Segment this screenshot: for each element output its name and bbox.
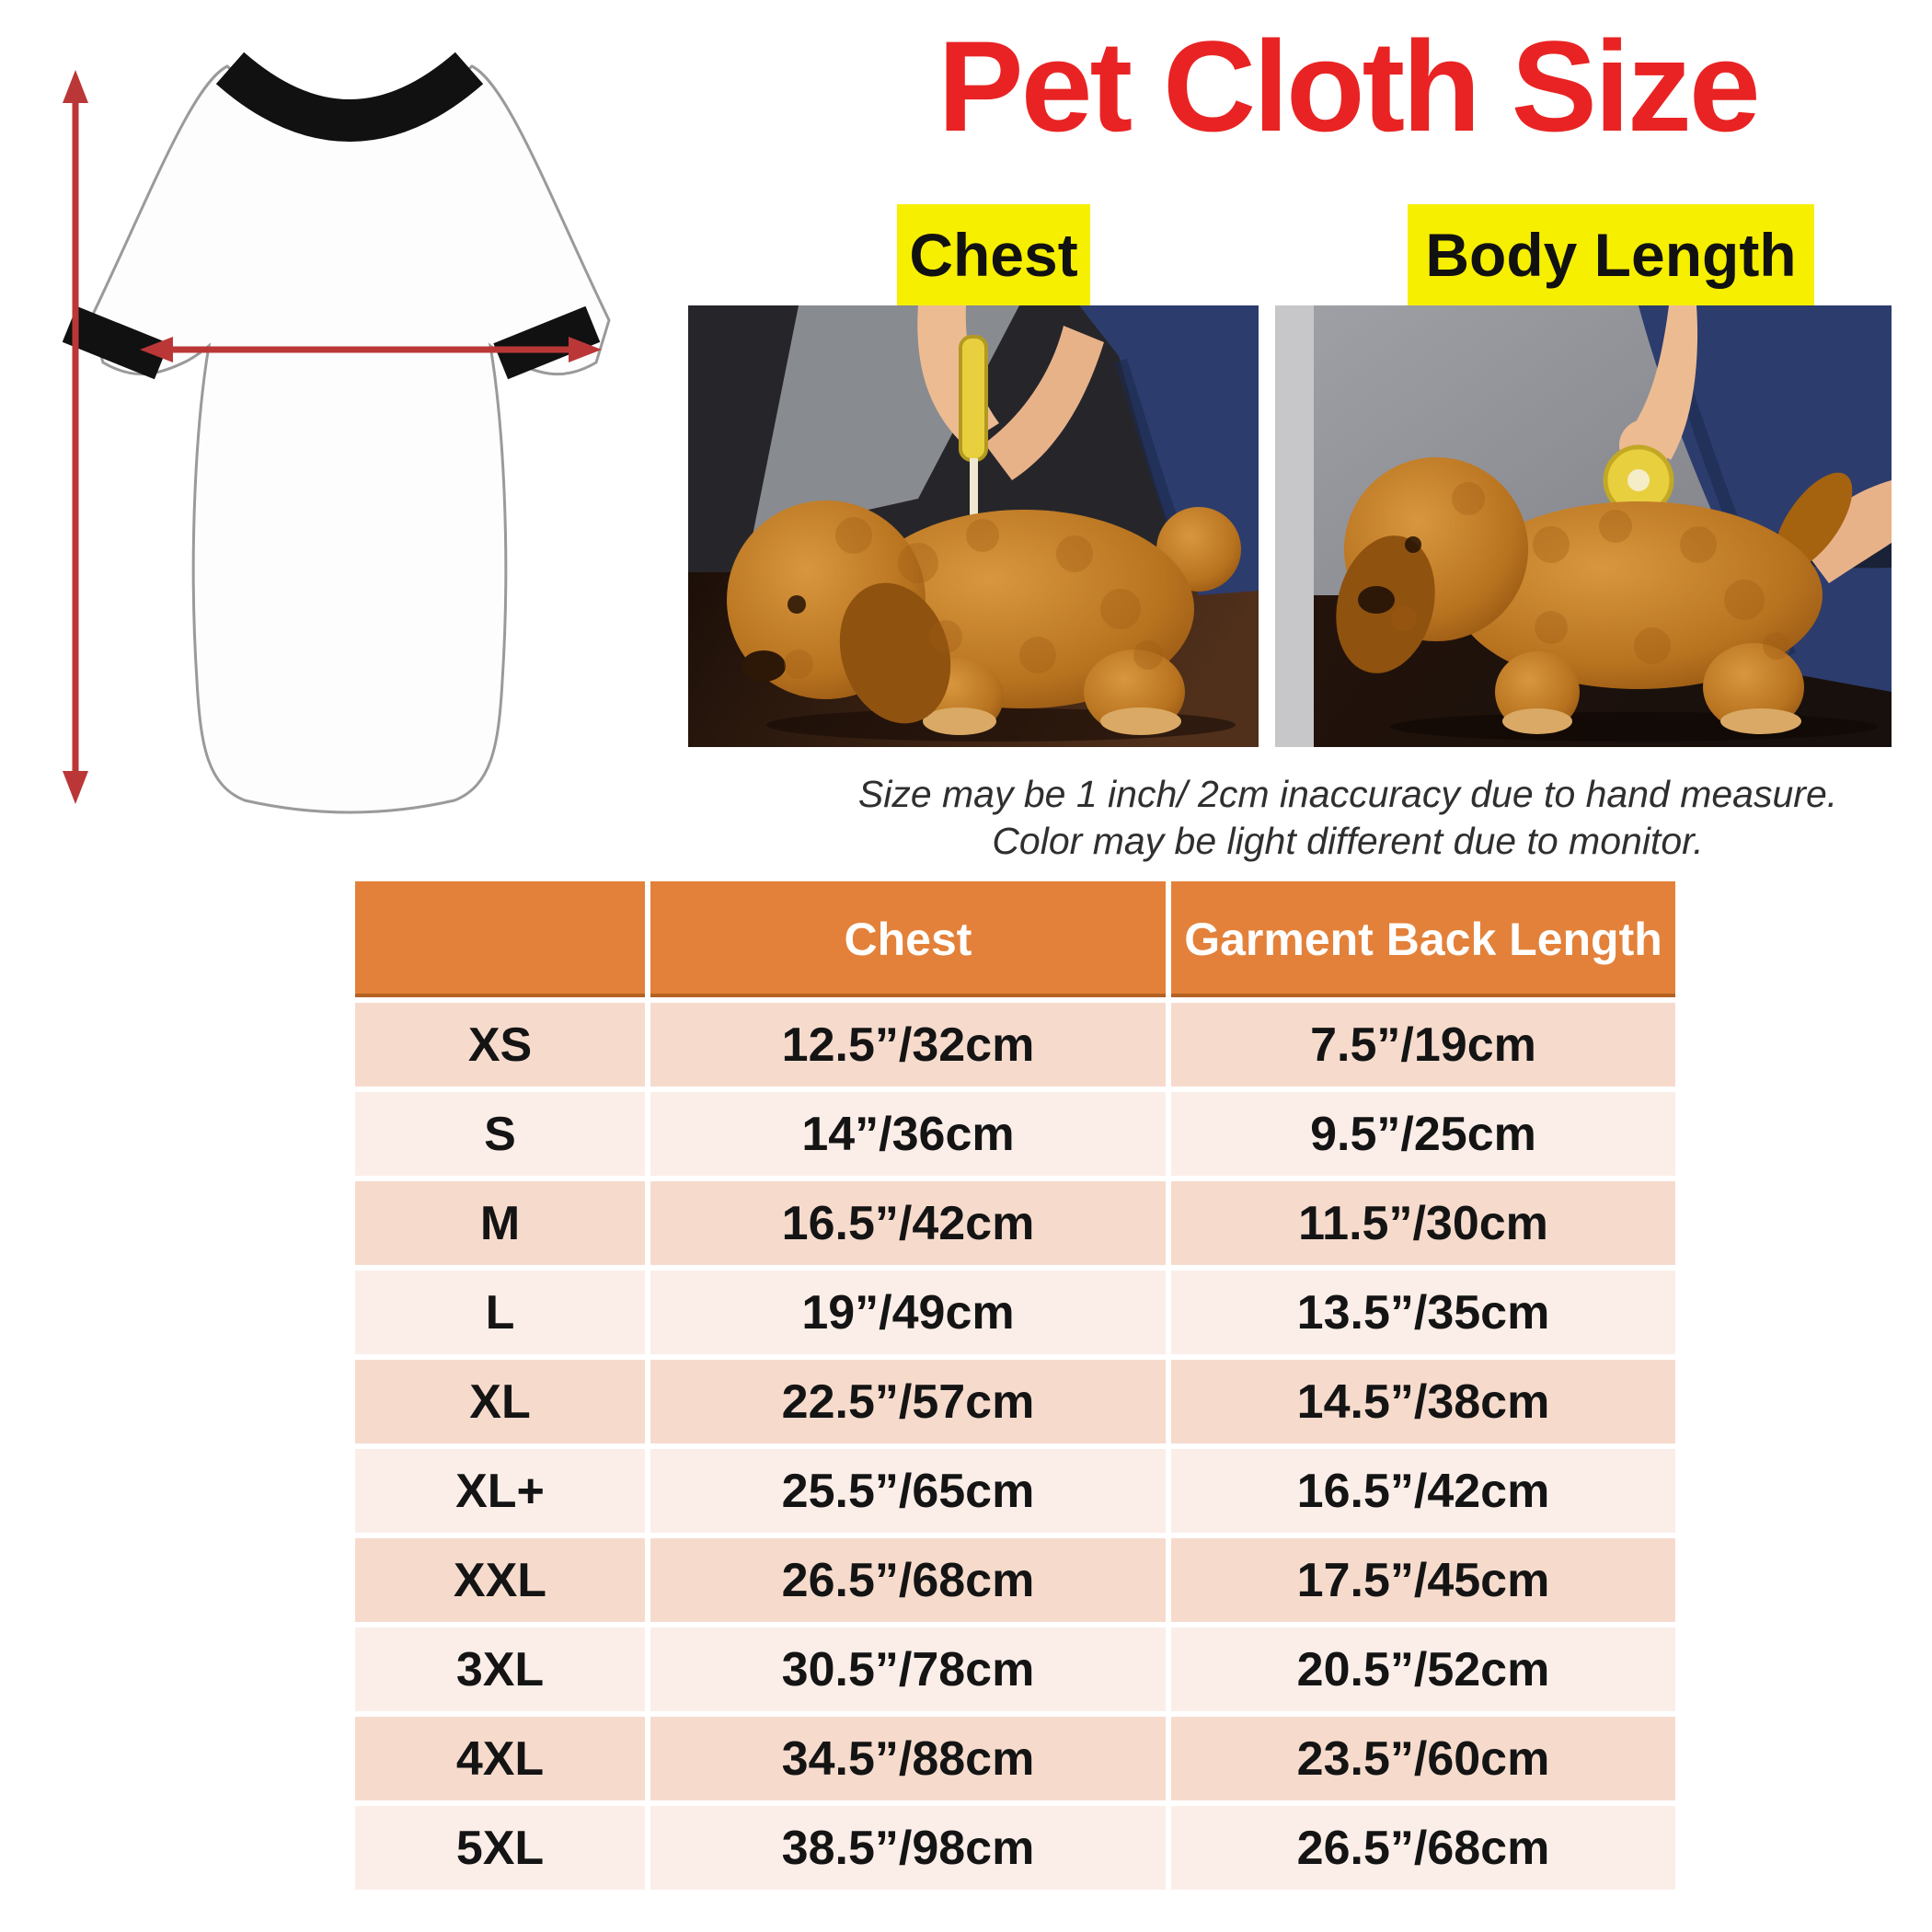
back-length-cell-s: 9.5”/25cm — [1171, 1092, 1675, 1176]
dog-nose — [1358, 586, 1395, 614]
size-cell-3xl: 3XL — [355, 1627, 645, 1711]
table-header-size — [355, 881, 645, 997]
tape-measure-case — [960, 337, 986, 460]
back-length-cell-m: 11.5”/30cm — [1171, 1181, 1675, 1265]
dog-nose — [742, 650, 786, 682]
back-length-cell-xxl: 17.5”/45cm — [1171, 1538, 1675, 1622]
disclaimer-line-1: Size may be 1 inch/ 2cm inaccuracy due to hand measure. — [857, 773, 1838, 815]
size-cell-xs: XS — [355, 1003, 645, 1087]
back-length-cell-l: 13.5”/35cm — [1171, 1271, 1675, 1354]
back-length-cell-3xl: 20.5”/52cm — [1171, 1627, 1675, 1711]
size-cell-4xl: 4XL — [355, 1717, 645, 1800]
dog-rear-paw — [1100, 707, 1181, 735]
size-cell-m: M — [355, 1181, 645, 1265]
size-cell-s: S — [355, 1092, 645, 1176]
chest-cell-xs: 12.5”/32cm — [650, 1003, 1166, 1087]
table-header-back-length: Garment Back Length — [1171, 881, 1675, 997]
back-length-cell-4xl: 23.5”/60cm — [1171, 1717, 1675, 1800]
size-table — [355, 881, 1675, 1890]
tape-measure-roll-center — [1627, 469, 1650, 491]
dog-shadow — [1390, 712, 1878, 742]
photo-chest-measure — [688, 305, 1259, 747]
chest-cell-l: 19”/49cm — [650, 1271, 1166, 1354]
tshirt-measurement-diagram — [46, 37, 616, 819]
dog-front-paw — [923, 707, 996, 735]
tshirt-body — [90, 66, 609, 812]
size-cell-xl-plus: XL+ — [355, 1449, 645, 1533]
photo-body-length-measure-svg — [1275, 305, 1892, 747]
table-header-chest: Chest — [650, 881, 1166, 997]
disclaimer-note — [764, 771, 1932, 865]
vertical-measure-arrow — [63, 70, 88, 804]
chest-cell-s: 14”/36cm — [650, 1092, 1166, 1176]
dog-eye — [788, 595, 806, 614]
chest-cell-5xl: 38.5”/98cm — [650, 1806, 1166, 1890]
chest-cell-xl: 22.5”/57cm — [650, 1360, 1166, 1443]
size-cell-l: L — [355, 1271, 645, 1354]
page-title: Pet Cloth Size — [937, 14, 1758, 158]
photo-body-length-measure — [1275, 305, 1892, 747]
body-length-label: Body Length — [1408, 204, 1814, 305]
back-length-cell-5xl: 26.5”/68cm — [1171, 1806, 1675, 1890]
chest-cell-m: 16.5”/42cm — [650, 1181, 1166, 1265]
tshirt-collar — [230, 68, 469, 121]
size-cell-xxl: XXL — [355, 1538, 645, 1622]
tshirt-diagram-svg — [46, 37, 616, 819]
dog-front-paw — [1502, 708, 1572, 734]
back-length-cell-xs: 7.5”/19cm — [1171, 1003, 1675, 1087]
blurred-edge-band — [1275, 305, 1314, 747]
disclaimer-line-2: Color may be light different due to monitor. — [992, 820, 1704, 862]
chest-cell-xxl: 26.5”/68cm — [650, 1538, 1166, 1622]
chest-cell-4xl: 34.5”/88cm — [650, 1717, 1166, 1800]
back-length-cell-xl: 14.5”/38cm — [1171, 1360, 1675, 1443]
chest-cell-3xl: 30.5”/78cm — [650, 1627, 1166, 1711]
chest-label: Chest — [897, 204, 1090, 305]
chest-cell-xl-plus: 25.5”/65cm — [650, 1449, 1166, 1533]
dog-rear-paw — [1720, 708, 1801, 734]
size-cell-xl: XL — [355, 1360, 645, 1443]
back-length-cell-xl-plus: 16.5”/42cm — [1171, 1449, 1675, 1533]
size-cell-5xl: 5XL — [355, 1806, 645, 1890]
dog-eye — [1405, 536, 1421, 553]
photo-chest-measure-svg — [688, 305, 1259, 747]
